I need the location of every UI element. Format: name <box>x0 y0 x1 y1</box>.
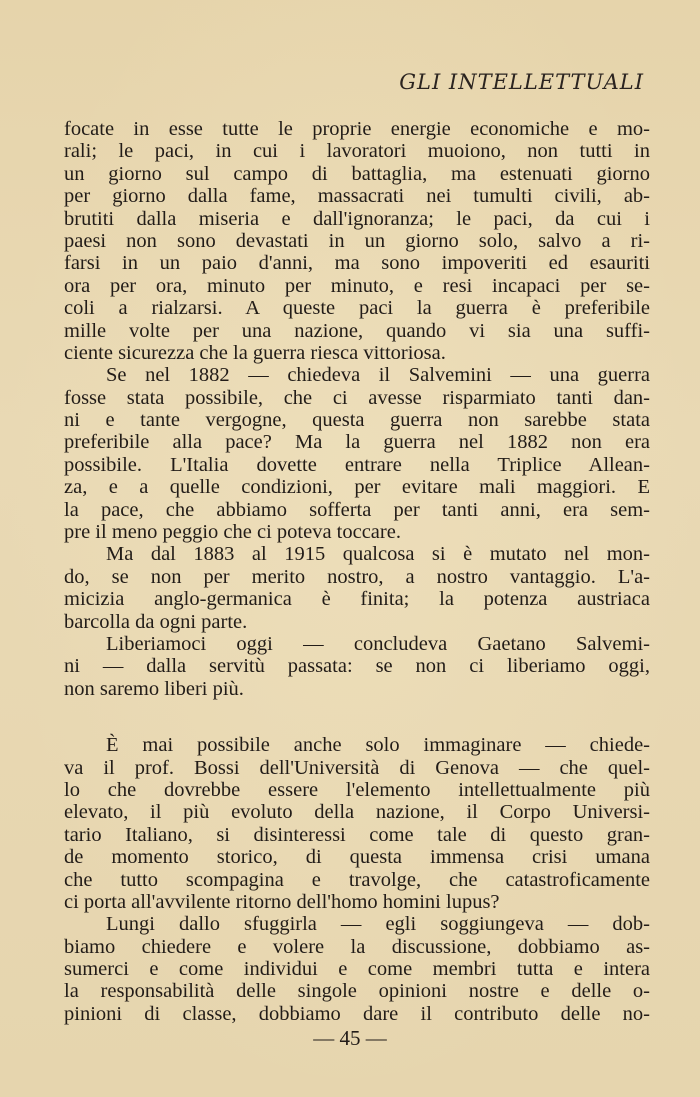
paragraph <box>64 118 650 364</box>
paragraph <box>64 633 650 700</box>
text-line: mille volte per una nazione, quando vi sia una suffi- <box>64 319 650 342</box>
paragraph <box>64 734 650 913</box>
text-line: micizia anglo-germanica è finita; la potenza austriaca <box>64 588 650 611</box>
paragraph <box>64 364 650 543</box>
body-text <box>64 118 650 1025</box>
text-line: fosse stata possibile, che ci avesse risparmiato tanti dan- <box>64 386 650 409</box>
text-line: preferibile alla pace? Ma la guerra nel 1882 non era <box>64 431 650 454</box>
text-line: pinioni di classe, dobbiamo dare il contributo delle no- <box>64 1002 650 1025</box>
text-line: za, e a quelle condizioni, per evitare mali maggiori. E <box>64 476 650 499</box>
text-line: biamo chiedere e volere la discussione, dobbiamo as- <box>64 935 650 958</box>
text-line: ni — dalla servitù passata: se non ci liberiamo oggi, <box>64 655 650 678</box>
text-line: la pace, che abbiamo sofferta per tanti anni, era sem- <box>64 498 650 521</box>
text-line: È mai possibile anche solo immaginare — chiede- <box>106 734 650 757</box>
section-break <box>64 700 650 734</box>
text-line: va il prof. Bossi dell'Università di Genova — che quel- <box>64 756 650 779</box>
text-line: non saremo liberi più. <box>64 677 244 700</box>
text-line: brutiti dalla miseria e dall'ignoranza; le paci, da cui i <box>64 207 650 230</box>
text-line: ora per ora, minuto per minuto, e resi incapaci per se- <box>64 274 650 297</box>
text-line: ciente sicurezza che la guerra riesca vittoriosa. <box>64 341 446 364</box>
text-line: farsi in un paio d'anni, ma sono impoveriti ed esauriti <box>64 252 650 275</box>
text-line: la responsabilità delle singole opinioni nostre e delle o- <box>64 980 650 1003</box>
paragraph <box>64 543 650 633</box>
text-line: un giorno sul campo di battaglia, ma estenuati giorno <box>64 162 650 185</box>
text-line: ci porta all'avvilente ritorno dell'homo homini lupus? <box>64 890 500 913</box>
running-title: GLI INTELLETTUALI <box>399 70 644 94</box>
text-line: che tutto scompagina e travolge, che catastroficamente <box>64 868 650 891</box>
text-line: lo che dovrebbe essere l'elemento intellettualmente più <box>64 778 650 801</box>
text-line: rali; le paci, in cui i lavoratori muoiono, non tutti in <box>64 140 650 163</box>
text-line: Ma dal 1883 al 1915 qualcosa si è mutato nel mon- <box>106 543 650 566</box>
text-line: possibile. L'Italia dovette entrare nella Triplice Allean- <box>64 453 650 476</box>
text-line: Liberiamoci oggi — concludeva Gaetano Salvemi- <box>106 632 650 655</box>
text-line: per giorno dalla fame, massacrati nei tumulti civili, ab- <box>64 185 650 208</box>
text-line: de momento storico, di questa immensa crisi umana <box>64 846 650 869</box>
text-line: paesi non sono devastati in un giorno solo, salvo a ri- <box>64 229 650 252</box>
text-line: elevato, il più evoluto della nazione, il Corpo Universi- <box>64 801 650 824</box>
text-line: focate in esse tutte le proprie energie economiche e mo- <box>64 118 650 140</box>
text-line: Se nel 1882 — chiedeva il Salvemini — una guerra <box>106 364 650 387</box>
paragraph <box>64 913 650 1025</box>
page-number: — 45 — <box>313 1026 387 1050</box>
text-line: barcolla da ogni parte. <box>64 610 248 633</box>
text-line: pre il meno peggio che ci poteva toccare. <box>64 521 401 544</box>
text-line: coli a rialzarsi. A queste paci la guerra è preferibile <box>64 297 650 320</box>
text-line: sumerci e come individui e come membri tutta e intera <box>64 958 650 981</box>
text-line: Lungi dallo sfuggirla — egli soggiungeva — dob- <box>106 913 650 936</box>
text-line: do, se non per merito nostro, a nostro vantaggio. L'a- <box>64 565 650 588</box>
text-line: ni e tante vergogne, questa guerra non sarebbe stata <box>64 409 650 432</box>
text-line: tario Italiano, si disinteressi come tale di questo gran- <box>64 823 650 846</box>
